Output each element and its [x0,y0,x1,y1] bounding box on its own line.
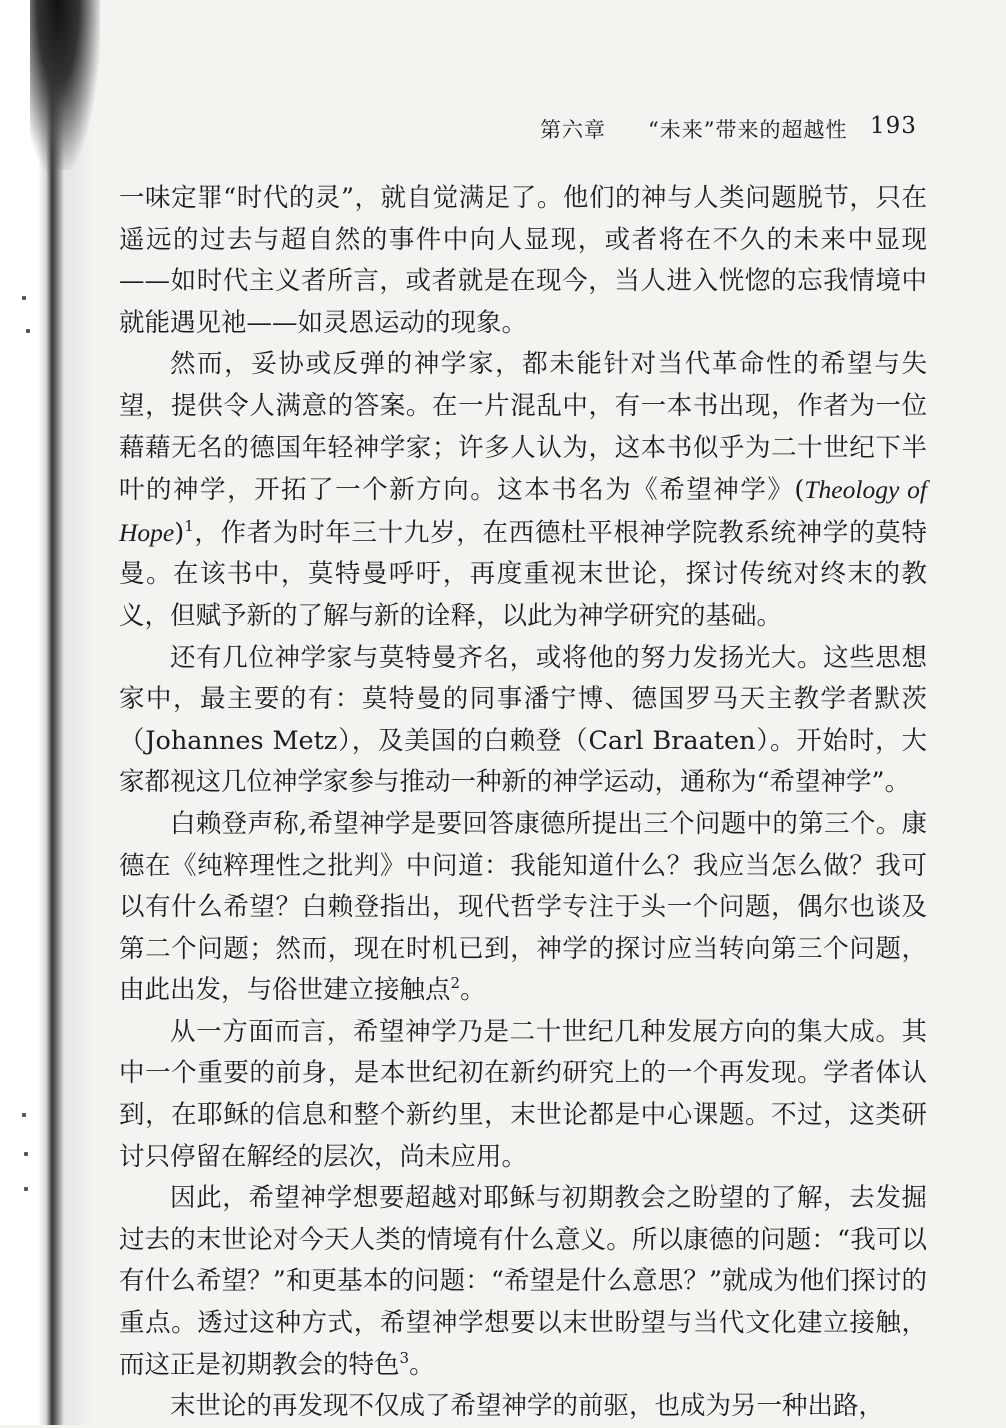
scan-speck [24,1187,28,1191]
scan-speck [22,1113,26,1117]
paragraph-2-rest: ，作者为时年三十九岁，在西德杜平根神学院教系统神学的莫特曼。在该书中，莫特曼呼吁，再度重视末世论，探讨传统对终末的教义，但赋予新的了解与新的诠释，以此为神学研究的基础。 [119,517,927,631]
running-header [540,114,940,146]
footnote-marker-1: 1 [184,516,194,535]
scan-speck [24,1152,28,1156]
paragraph-4-end: 。 [460,975,486,1006]
page-number: 193 [870,113,917,139]
spine-ink-mark [30,0,100,170]
paragraph-2-paren: ) [174,517,185,548]
paragraph-4 [119,804,927,1012]
paragraph-6-text: 因此，希望神学想要超越对耶稣与初期教会之盼望的了解，去发掘过去的末世论对今天人类的情境有什么意义。所以康德的问题：“我可以有什么希望？”和更基本的问题：“希望是什么意思？”就成为他们探讨的重点。透过这种方式，希望神学想要以末世盼望与当代文化建立接触，而这正是初期教会的特色 [119,1183,927,1380]
chapter-label: 第六章 [540,118,606,142]
book-title-english: Theology of Hope [119,475,927,547]
paragraph-6 [119,1178,927,1386]
paragraph-3: 还有几位神学家与莫特曼齐名，或将他的努力发扬光大。这些思想家中，最主要的有：莫特曼的同事潘宁博、德国罗马天主教学者默茨（Johannes Metz），及美国的白赖登（Carl Braaten）。开始时，大家都视这几位神学家参与推动一种新的神学运动，通称为“希望神学”。 [119,642,927,798]
paragraph-4-text: 白赖登声称,希望神学是要回答康德所提出三个问题中的第三个。康德在《纯粹理性之批判》中问道：我能知道什么？我应当怎么做？我可以有什么希望？白赖登指出，现代哲学专注于头一个问题，偶尔也谈及第二个问题；然而，现在时机已到，神学的探讨应当转向第三个问题，由此出发，与俗世建立接触点 [119,808,927,1006]
paragraph-2-text: 然而，妥协或反弹的神学家，都未能针对当代革命性的希望与失望，提供令人满意的答案。在一片混乱中，有一本书出现，作者为一位藉藉无名的德国年轻神学家；许多人认为，这本书似乎为二十世纪下半叶的神学，开拓了一个新方向。这本书名为《希望神学》( [119,349,927,506]
paragraph-7: 末世论的再发现不仅成了希望神学的前驱，也成为另一种出路， [170,1391,885,1422]
scan-speck [26,329,30,333]
book-spine-shadow [0,0,95,1425]
paragraph-6-end: 。 [409,1349,435,1380]
footnote-marker-3: 3 [399,1348,410,1367]
paragraph-2 [119,344,927,637]
body-text [119,178,927,1428]
scan-speck [22,296,26,300]
paragraph-5: 从一方面而言，希望神学乃是二十世纪几种发展方向的集大成。其中一个重要的前身，是本世纪初在新约研究上的一个再发现。学者体认到，在耶稣的信息和整个新约里，末世论都是中心课题。不过，这类研讨只停留在解经的层次，尚未应用。 [119,1016,927,1172]
paragraph-1: 一味定罪“时代的灵”，就自觉满足了。他们的神与人类问题脱节，只在遥远的过去与超自然的事件中向人显现，或者将在不久的未来中显现——如时代主义者所言，或者就是在现今，当人进入恍惚的忘我情境中就能遇见祂——如灵恩运动的现象。 [119,183,927,338]
footnote-marker-2: 2 [450,974,461,993]
chapter-title: “未来”带来的超越性 [648,118,848,142]
